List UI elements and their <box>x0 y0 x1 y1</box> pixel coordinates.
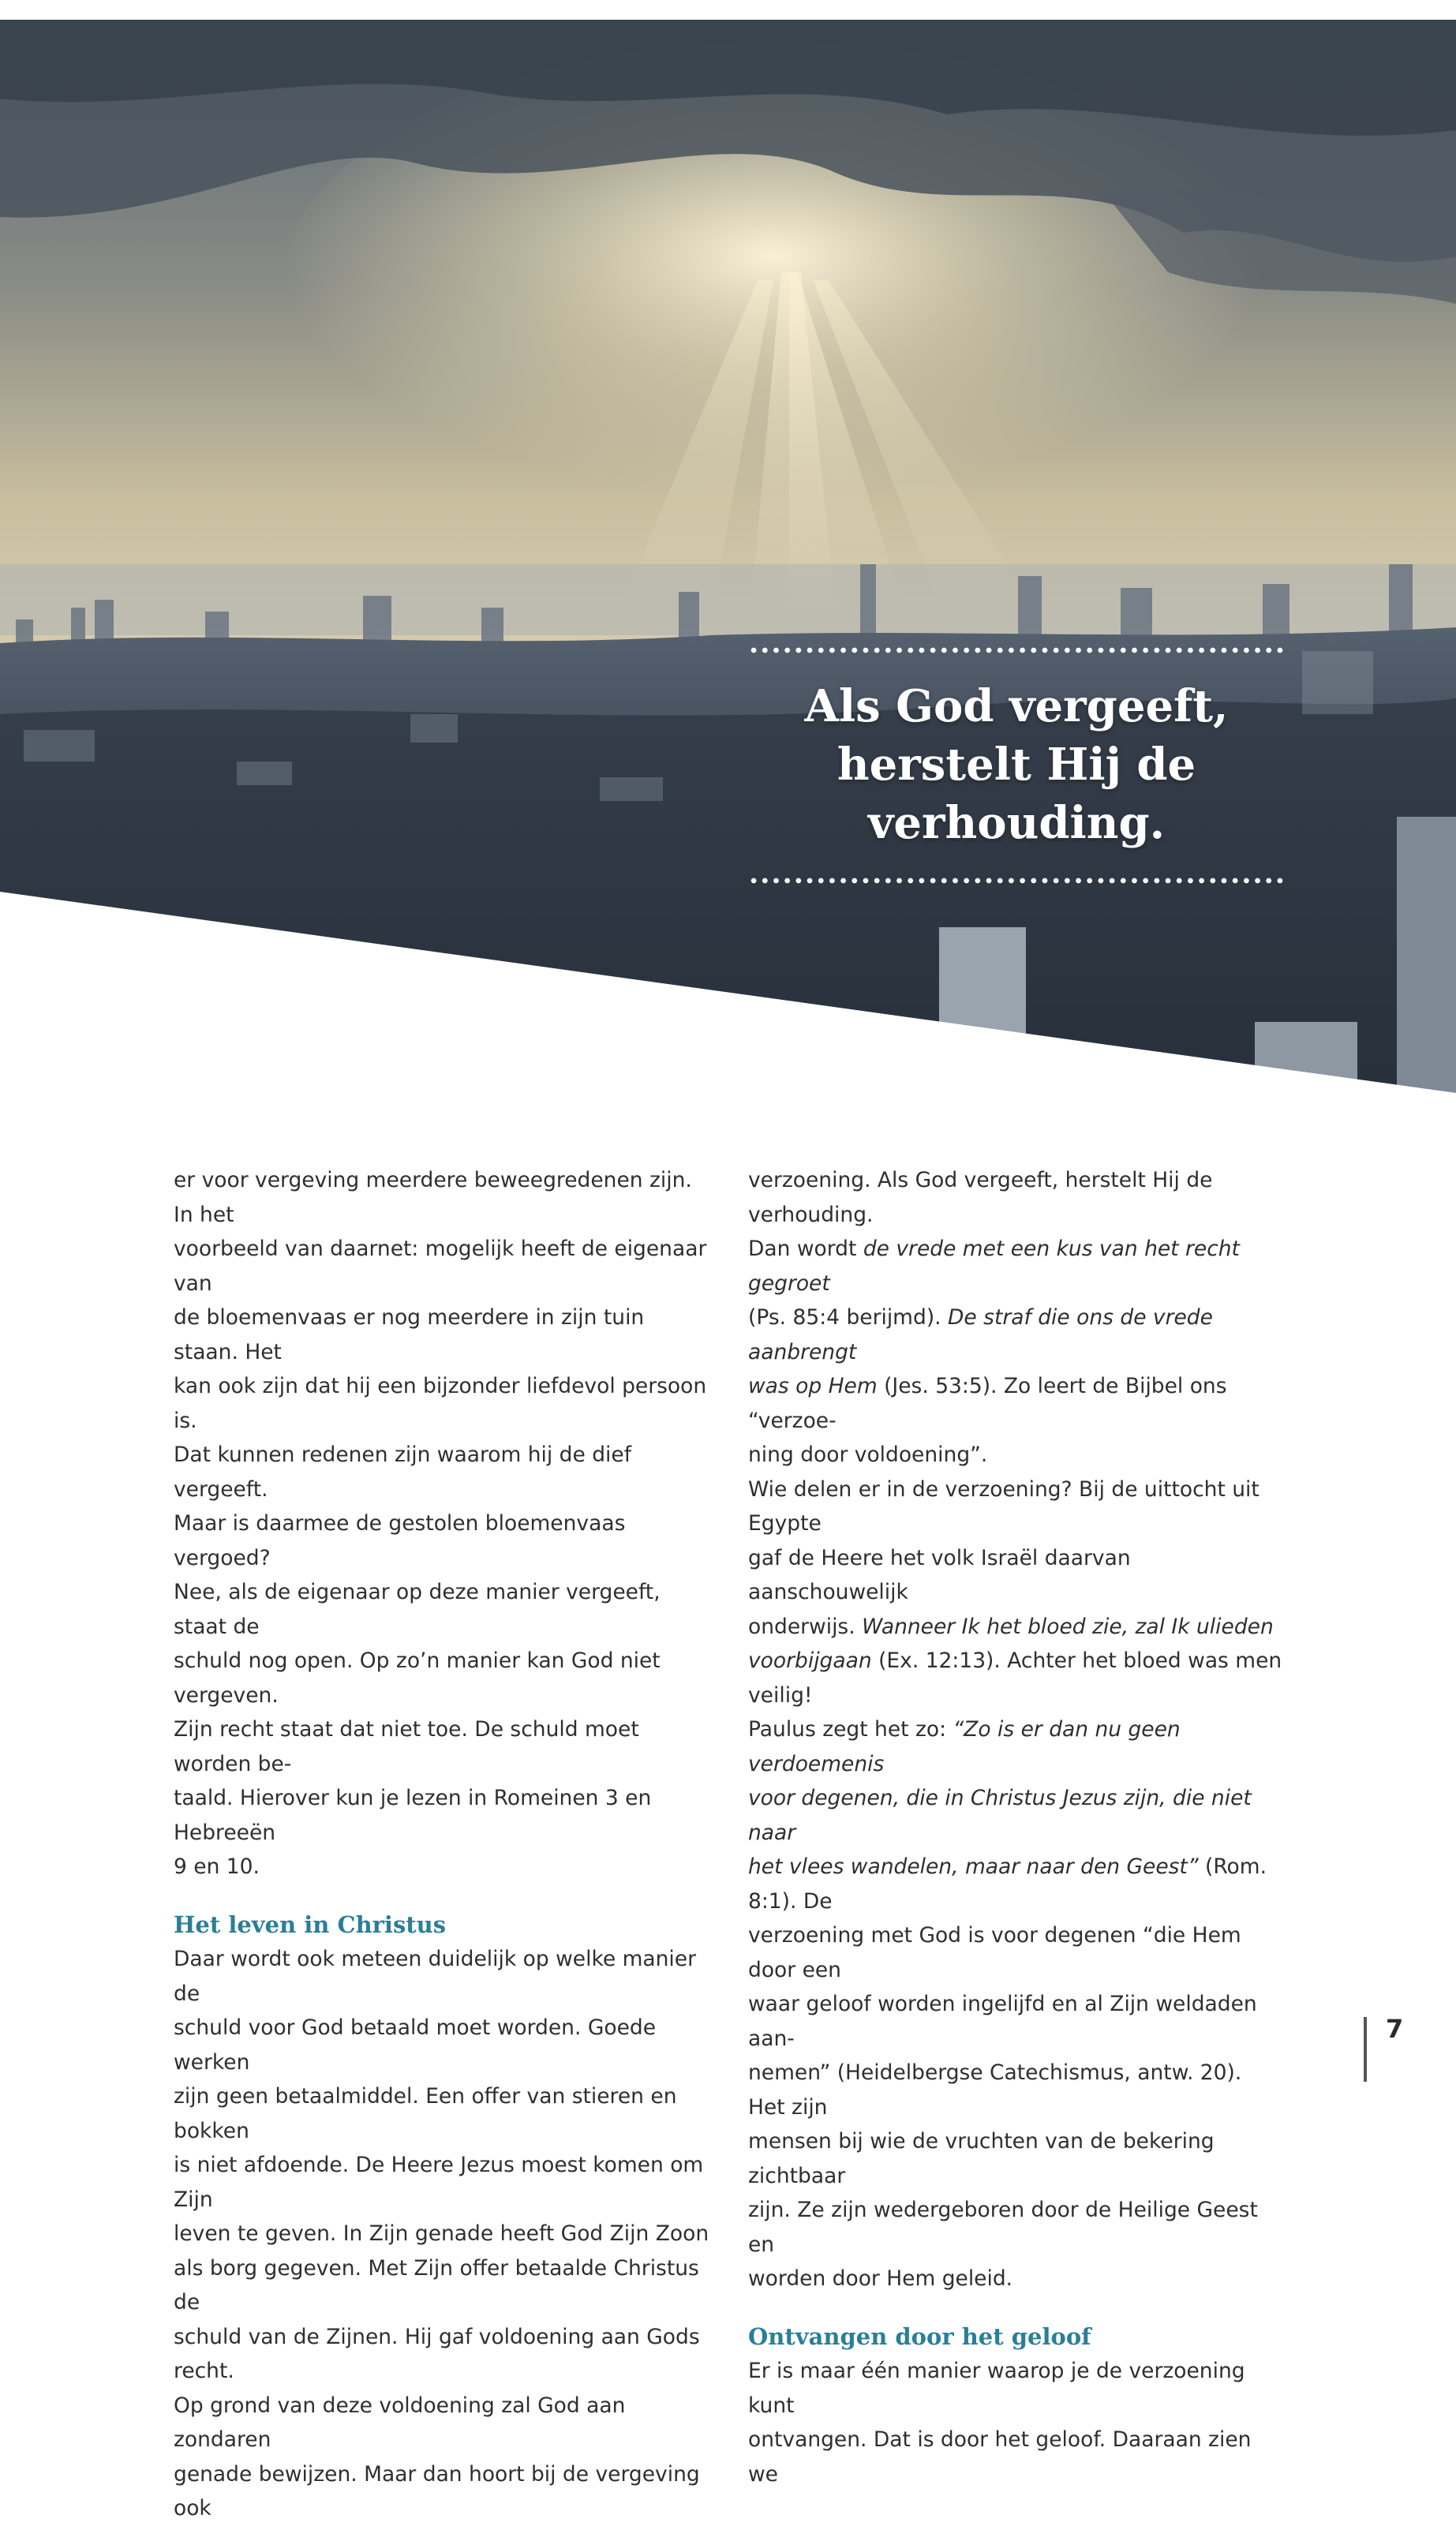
dotted-divider-top <box>748 647 1285 653</box>
scripture-quote: voor degenen, die in Christus Jezus zijn, die niet naar <box>748 1786 1252 1845</box>
section-heading: Het leven in Christus <box>174 1910 447 1938</box>
text-line <box>748 1369 1285 1438</box>
right-column <box>748 1163 1285 2491</box>
text-span: mensen bij wie de vruchten van de bekering zichtbaar <box>748 2129 1215 2188</box>
scripture-quote: voorbijgaan <box>748 1648 872 1673</box>
text-line: kan ook zijn dat hij een bijzonder liefdevol persoon is. <box>174 1374 707 1433</box>
scripture-quote: Wanneer Ik het bloed zie, zal Ik ulieden <box>862 1614 1274 1639</box>
text-span: (Rom. 8:1). De <box>748 1854 1267 1914</box>
text-line <box>748 2124 1285 2193</box>
paragraph <box>748 1163 1285 2296</box>
text-line <box>748 1644 1285 1712</box>
scripture-quote: de vrede met een kus van het recht gegroet <box>748 1237 1240 1296</box>
text-line: genade bewijzen. Maar dan hoort bij de vergeving ook <box>174 2461 700 2520</box>
text-line <box>748 1473 1285 1541</box>
pull-quote-line: Als God vergeeft, <box>804 680 1229 732</box>
scripture-quote: De straf die ons de vrede aanbrengt <box>748 1305 1213 1364</box>
text-span: Er is maar één manier waarop je de verzoening kunt <box>748 2359 1245 2418</box>
text-line: 9 en 10. <box>174 1854 260 1879</box>
text-span: Wie delen er in de verzoening? Bij de uittocht uit Egypte <box>748 1476 1259 1536</box>
text-line <box>748 2262 1285 2296</box>
text-line <box>748 1541 1285 1610</box>
text-line <box>748 1300 1285 1369</box>
text-line <box>748 1918 1285 1987</box>
paragraph <box>174 1942 710 2526</box>
text-span: (Ps. 85:4 berijmd). <box>748 1305 949 1330</box>
text-line <box>748 1438 1285 1473</box>
text-span: zijn. Ze zijn wedergeboren door de Heilige Geest en <box>748 2198 1258 2257</box>
text-span: verzoening. Als God vergeeft, herstelt Hij de verhouding. <box>748 1168 1213 1227</box>
text-line <box>748 1987 1285 2056</box>
text-span: verzoening met God is voor degenen “die Hem door een <box>748 1923 1241 1982</box>
text-line: voorbeeld van daarnet: mogelijk heeft de eigenaar van <box>174 1237 707 1296</box>
text-line <box>748 2193 1285 2262</box>
text-line: schuld van de Zijnen. Hij gaf voldoening aan Gods recht. <box>174 2324 700 2383</box>
text-span: (Jes. 53:5). Zo leert de Bijbel ons “verzoe- <box>748 1374 1227 1433</box>
text-line <box>748 1163 1285 1232</box>
scripture-quote: het vlees wandelen, maar naar den Geest” <box>748 1854 1199 1879</box>
text-line: er voor vergeving meerdere beweegredenen zijn. In het <box>174 1168 692 1227</box>
text-line: Dat kunnen redenen zijn waarom hij de dief vergeeft. <box>174 1443 632 1502</box>
text-line: schuld nog open. Op zo’n manier kan God niet vergeven. <box>174 1648 661 1708</box>
text-line <box>748 1610 1285 1645</box>
text-line: Zijn recht staat dat niet toe. De schuld moet worden be- <box>174 1717 639 1776</box>
pull-quote-block <box>748 647 1285 884</box>
text-span: onderwijs. <box>748 1614 863 1639</box>
text-span: gaf de Heere het volk Israël daarvan aanschouwelijk <box>748 1545 1131 1604</box>
text-line: zijn geen betaalmiddel. Een offer van stieren en bokken <box>174 2084 677 2143</box>
text-line <box>748 1781 1285 1850</box>
text-line: de bloemenvaas er nog meerdere in zijn tuin staan. Het <box>174 1305 645 1364</box>
page-number-rule <box>1364 2017 1367 2082</box>
text-span: (Ex. 12:13). Achter het bloed was men veilig! <box>748 1648 1282 1708</box>
text-span: worden door Hem geleid. <box>748 2266 1013 2291</box>
text-span: ontvangen. Dat is door het geloof. Daaraan zien we <box>748 2427 1252 2487</box>
pull-quote <box>748 677 1285 852</box>
text-line <box>748 2354 1285 2423</box>
text-line: leven te geven. In Zijn genade heeft God Zijn Zoon <box>174 2221 709 2246</box>
text-line <box>748 1850 1285 1918</box>
section-heading: Ontvangen door het geloof <box>748 2322 1091 2350</box>
text-line: taald. Hierover kun je lezen in Romeinen 3 en Hebreeën <box>174 1786 652 1845</box>
hero-photo <box>0 20 1456 1093</box>
scripture-quote: “Zo is er dan nu geen verdoemenis <box>748 1717 1181 1776</box>
dotted-divider-bottom <box>748 878 1285 884</box>
paragraph <box>748 2354 1285 2491</box>
text-line <box>748 1232 1285 1300</box>
text-span: Paulus zegt het zo: <box>748 1717 953 1742</box>
text-line: Maar is daarmee de gestolen bloemenvaas vergoed? <box>174 1511 626 1570</box>
text-span: waar geloof worden ingelijfd en al Zijn weldaden aan- <box>748 1992 1257 2051</box>
text-span: Dan wordt <box>748 1237 863 1261</box>
text-span: ning door voldoening”. <box>748 1443 988 1467</box>
city-sky-illustration <box>0 20 1456 1093</box>
text-line: schuld voor God betaald moet worden. Goede werken <box>174 2015 657 2075</box>
page-number: 7 <box>1386 2014 1404 2044</box>
text-line <box>748 2056 1285 2124</box>
text-line <box>748 2423 1285 2491</box>
pull-quote-line: verhouding. <box>867 797 1166 849</box>
pull-quote-line: herstelt Hij de <box>837 739 1196 791</box>
text-line: als borg gegeven. Met Zijn offer betaalde Christus de <box>174 2255 699 2315</box>
text-line: Op grond van deze voldoening zal God aan zondaren <box>174 2393 626 2452</box>
scripture-quote: was op Hem <box>748 1374 878 1398</box>
text-span: nemen” (Heidelbergse Catechismus, antw. 20). Het zijn <box>748 2060 1242 2120</box>
text-line: Nee, als de eigenaar op deze manier vergeeft, staat de <box>174 1580 661 1639</box>
text-line: is niet afdoende. De Heere Jezus moest komen om Zijn <box>174 2153 704 2212</box>
text-line: Daar wordt ook meteen duidelijk op welke manier de <box>174 1947 696 2006</box>
text-line <box>748 1712 1285 1781</box>
left-column <box>174 1163 710 2526</box>
paragraph <box>174 1163 710 1884</box>
